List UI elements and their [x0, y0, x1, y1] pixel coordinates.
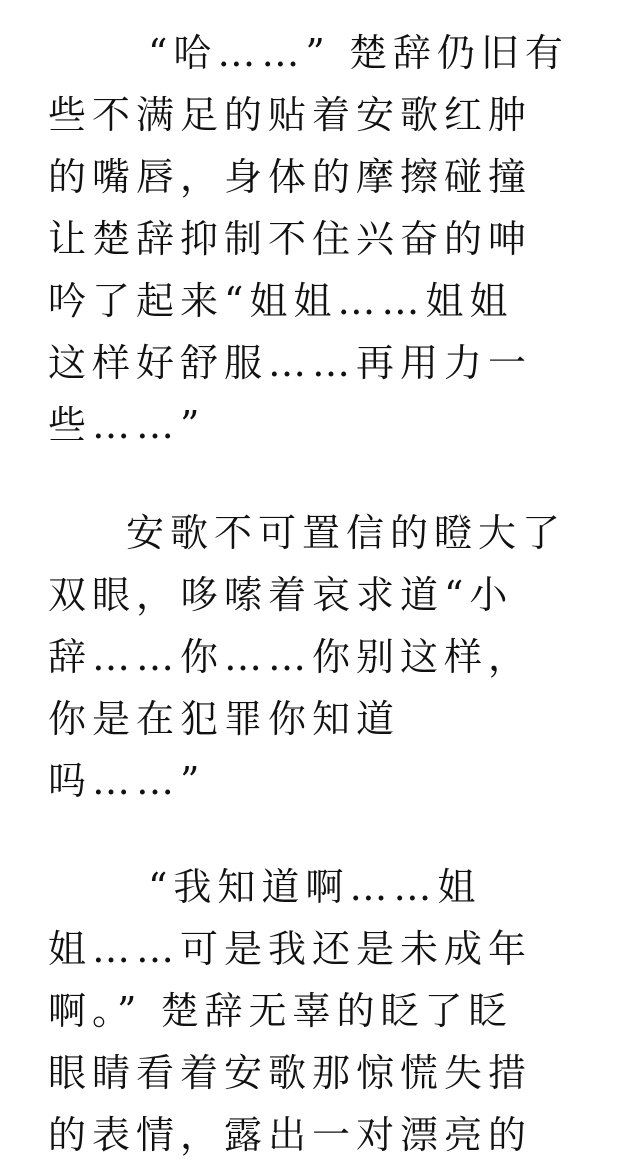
text-line: 吗……” [48, 759, 206, 803]
text-line: 啊。” 楚辞无辜的眨了眨 [48, 989, 513, 1033]
text-line: 姐……可是我还是未成年 [48, 927, 533, 971]
text-line: 双眼，哆嗦着哀求道“小 [48, 573, 514, 617]
text-line: 的表情，露出一对漂亮的 [48, 1113, 533, 1157]
text-line: 些……” [48, 403, 206, 447]
text-line: 让楚辞抑制不住兴奋的呻 [48, 217, 533, 261]
text-line: 眼睛看着安歌那惊慌失措 [48, 1051, 533, 1095]
text-line: 安歌不可置信的瞪大了 [126, 511, 567, 555]
text-line: 些不满足的贴着安歌红肿 [48, 93, 533, 137]
text-line: 这样好舒服……再用力一 [48, 341, 533, 385]
text-line: 辞……你……你别这样， [48, 635, 533, 679]
text-line: 吟了起来“姐姐……姐姐 [48, 279, 514, 323]
text-line: 你是在犯罪你知道 [48, 697, 401, 741]
text-line: 的嘴唇，身体的摩擦碰撞 [48, 155, 533, 199]
text-line: “哈……” 楚辞仍旧有 [148, 31, 569, 75]
text-line: “我知道啊……姐 [148, 865, 482, 909]
